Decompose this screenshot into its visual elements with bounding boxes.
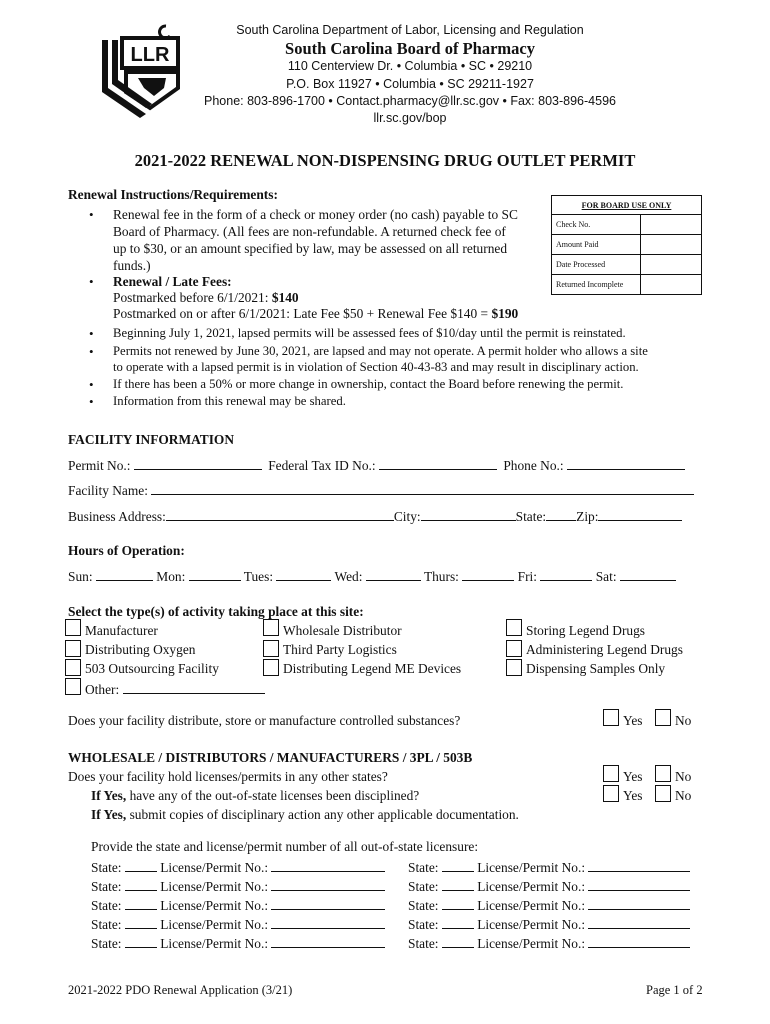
licensure-number-field[interactable] <box>271 896 385 910</box>
checkbox-manufacturer[interactable] <box>65 619 81 636</box>
hours-day-label: Tues: <box>243 569 274 584</box>
licensure-number-label: License/Permit No.: <box>477 860 586 875</box>
tax-id-label: Federal Tax ID No.: <box>268 458 376 473</box>
fee-line-3: up to $30, or an amount specified by law, may be assessed on all returned <box>113 241 508 256</box>
no-label: No <box>675 788 692 803</box>
hours-day-label: Wed: <box>334 569 363 584</box>
licensure-state-label: State: <box>91 898 122 913</box>
board-use-value <box>641 235 702 255</box>
facility-name-row <box>68 481 694 499</box>
licensure-state-field[interactable] <box>442 896 474 910</box>
board-use-label: Date Processed <box>552 255 641 275</box>
no-label: No <box>675 769 692 784</box>
checkbox-distributing-oxygen[interactable] <box>65 640 81 657</box>
header-dept: South Carolina Department of Labor, Licensing and Regulation <box>236 23 584 37</box>
facility-name-field[interactable] <box>151 481 694 495</box>
activity-label: Storing Legend Drugs <box>526 623 646 638</box>
licensure-row <box>91 915 385 933</box>
disciplined-text: have any of the out-of-state licenses been disciplined? <box>126 788 420 803</box>
checkbox-disciplined-no[interactable] <box>655 785 671 802</box>
other-states-question: Does your facility hold licenses/permits in any other states? <box>68 769 388 784</box>
hours-day-label: Sun: <box>68 569 93 584</box>
zip-label: Zip: <box>576 509 599 524</box>
yes-label: Yes <box>623 769 643 784</box>
activity-label: Distributing Legend ME Devices <box>283 661 462 676</box>
hours-day-label: Mon: <box>156 569 186 584</box>
licensure-state-label: State: <box>91 936 122 951</box>
yes-label: Yes <box>623 713 643 728</box>
checkbox-503-outsourcing[interactable] <box>65 659 81 676</box>
state-label: State: <box>515 509 547 524</box>
header-contact: Phone: 803-896-1700 • Contact.pharmacy@llr.sc.gov • Fax: 803-896-4596 <box>204 94 616 108</box>
submit-copies-note <box>91 807 519 823</box>
phone-field[interactable] <box>567 456 685 470</box>
footer-form-id: 2021-2022 PDO Renewal Application (3/21) <box>68 983 293 997</box>
licensure-state-field[interactable] <box>442 858 474 872</box>
hours-field[interactable] <box>462 567 514 581</box>
instruction-not-renewed-1: Permits not renewed by June 30, 2021, are lapsed and may not operate. A permit holder who allows a site <box>113 344 648 358</box>
hours-field[interactable] <box>276 567 331 581</box>
licensure-row <box>91 858 385 876</box>
checkbox-third-party-logistics[interactable] <box>263 640 279 657</box>
header-board: South Carolina Board of Pharmacy <box>285 39 535 58</box>
hours-field[interactable] <box>189 567 241 581</box>
hours-day-label: Sat: <box>595 569 617 584</box>
other-field[interactable] <box>123 680 265 694</box>
city-label: City: <box>393 509 421 524</box>
activity-label: Administering Legend Drugs <box>526 642 683 657</box>
licensure-row <box>408 896 690 914</box>
licensure-state-field[interactable] <box>125 915 157 929</box>
checkbox-disciplined-yes[interactable] <box>603 785 619 802</box>
late-fee-line-1-amount: $140 <box>271 290 299 305</box>
licensure-state-label: State: <box>408 860 439 875</box>
board-use-label: Check No. <box>552 215 641 235</box>
licensure-number-label: License/Permit No.: <box>160 860 269 875</box>
fee-line-4: funds.) <box>113 258 151 273</box>
instruction-lapsed-fees: Beginning July 1, 2021, lapsed permits will be assessed fees of $10/day until the permit is reinstated. <box>113 326 626 340</box>
activity-label: Dispensing Samples Only <box>526 661 666 676</box>
hours-day-label: Fri: <box>517 569 537 584</box>
licensure-row <box>91 877 385 895</box>
board-use-heading: FOR BOARD USE ONLY <box>552 196 702 215</box>
licensure-number-field[interactable] <box>271 877 385 891</box>
licensure-state-field[interactable] <box>442 934 474 948</box>
activity-label: Wholesale Distributor <box>283 623 402 638</box>
board-use-value <box>641 255 702 275</box>
late-fee-line-1-text: Postmarked before 6/1/2021: <box>113 290 272 305</box>
licensure-number-field[interactable] <box>271 934 385 948</box>
activity-label: Third Party Logistics <box>283 642 397 657</box>
board-use-table <box>551 195 702 295</box>
address-field[interactable] <box>166 507 394 521</box>
provide-licensure-text: Provide the state and license/permit number of all out-of-state licensure: <box>91 839 479 854</box>
licensure-row <box>91 934 385 952</box>
header-website[interactable]: llr.sc.gov/bop <box>373 111 447 125</box>
hours-field[interactable] <box>620 567 676 581</box>
checkbox-other[interactable] <box>65 678 81 695</box>
late-fee-line-2-text: Postmarked on or after 6/1/2021: Late Fee $50 + Renewal Fee $140 = <box>113 306 492 321</box>
licensure-row <box>408 934 690 952</box>
licensure-number-label: License/Permit No.: <box>160 879 269 894</box>
licensure-number-label: License/Permit No.: <box>477 917 586 932</box>
bullet: • <box>89 326 94 341</box>
page-title: 2021-2022 RENEWAL NON-DISPENSING DRUG OUTLET PERMIT <box>134 151 636 170</box>
checkbox-storing-legend-drugs[interactable] <box>506 619 522 636</box>
activity-label: Manufacturer <box>85 623 158 638</box>
hours-day-label: Thurs: <box>423 569 459 584</box>
licensure-number-field[interactable] <box>588 934 690 948</box>
licensure-state-field[interactable] <box>125 858 157 872</box>
facility-name-label: Facility Name: <box>68 483 148 498</box>
hours-heading: Hours of Operation: <box>68 543 185 558</box>
checkbox-controlled-yes[interactable] <box>603 709 619 726</box>
instruction-not-renewed-2: to operate with a lapsed permit is in violation of Section 40-43-83 and may result in disciplinary action. <box>113 360 639 374</box>
address-row <box>68 507 682 525</box>
board-use-value <box>641 275 702 295</box>
licensure-number-label: License/Permit No.: <box>160 917 269 932</box>
activity-heading: Select the type(s) of activity taking place at this site: <box>68 604 364 619</box>
state-field[interactable] <box>546 507 576 521</box>
address-label: Business Address: <box>68 509 166 524</box>
bullet: • <box>89 377 94 392</box>
licensure-number-field[interactable] <box>271 915 385 929</box>
checkbox-other-states-no[interactable] <box>655 765 671 782</box>
licensure-state-label: State: <box>408 936 439 951</box>
wholesale-heading: WHOLESALE / DISTRIBUTORS / MANUFACTURERS / 3PL / 503B <box>68 750 473 765</box>
licensure-state-field[interactable] <box>442 915 474 929</box>
footer-page-number: Page 1 of 2 <box>646 983 703 997</box>
late-fees-heading: Renewal / Late Fees: <box>113 274 232 289</box>
bullet: • <box>89 394 94 409</box>
instruction-shared: Information from this renewal may be shared. <box>113 394 346 408</box>
licensure-state-label: State: <box>91 879 122 894</box>
licensure-state-label: State: <box>408 898 439 913</box>
header-address2: P.O. Box 11927 • Columbia • SC 29211-1927 <box>286 77 534 91</box>
zip-field[interactable] <box>598 507 682 521</box>
licensure-row <box>408 915 690 933</box>
permit-row <box>68 456 685 474</box>
permit-field[interactable] <box>134 456 262 470</box>
checkbox-distributing-me-devices[interactable] <box>263 659 279 676</box>
if-yes-label: If Yes, <box>91 807 127 822</box>
activity-label: 503 Outsourcing Facility <box>85 661 219 676</box>
checkbox-wholesale-distributor[interactable] <box>263 619 279 636</box>
licensure-number-label: License/Permit No.: <box>160 898 269 913</box>
instructions-heading: Renewal Instructions/Requirements: <box>68 187 278 202</box>
checkbox-controlled-no[interactable] <box>655 709 671 726</box>
late-fee-line-1 <box>113 290 299 306</box>
licensure-state-label: State: <box>408 879 439 894</box>
late-fee-line-2 <box>113 306 518 322</box>
licensure-number-field[interactable] <box>588 915 690 929</box>
licensure-state-field[interactable] <box>125 896 157 910</box>
licensure-number-field[interactable] <box>588 896 690 910</box>
licensure-number-label: License/Permit No.: <box>477 936 586 951</box>
licensure-state-label: State: <box>408 917 439 932</box>
licensure-row <box>408 877 690 895</box>
board-use-label: Returned Incomplete <box>552 275 641 295</box>
licensure-number-field[interactable] <box>588 877 690 891</box>
bullet: • <box>89 274 94 289</box>
hours-field[interactable] <box>366 567 421 581</box>
hours-field[interactable] <box>540 567 592 581</box>
submit-copies-text: submit copies of disciplinary action any other applicable documentation. <box>126 807 519 822</box>
licensure-row <box>91 896 385 914</box>
licensure-state-field[interactable] <box>125 877 157 891</box>
disciplined-question <box>91 788 419 804</box>
instruction-ownership: If there has been a 50% or more change in ownership, contact the Board before renewing the permit. <box>113 377 624 391</box>
fee-line-2: Board of Pharmacy. (All fees are non-refundable. A returned check fee of <box>113 224 506 239</box>
board-use-label: Amount Paid <box>552 235 641 255</box>
fee-line-1: Renewal fee in the form of a check or money order (no cash) payable to SC <box>113 207 518 222</box>
late-fee-line-2-amount: $190 <box>491 306 519 321</box>
phone-label: Phone No.: <box>503 458 564 473</box>
bullet: • <box>89 344 94 359</box>
hours-field[interactable] <box>96 567 153 581</box>
licensure-number-label: License/Permit No.: <box>477 898 586 913</box>
checkbox-administering-legend-drugs[interactable] <box>506 640 522 657</box>
licensure-state-field[interactable] <box>125 934 157 948</box>
licensure-number-field[interactable] <box>588 858 690 872</box>
yes-label: Yes <box>623 788 643 803</box>
licensure-state-label: State: <box>91 860 122 875</box>
facility-heading: FACILITY INFORMATION <box>68 432 235 447</box>
permit-label: Permit No.: <box>68 458 131 473</box>
bullet: • <box>89 207 94 222</box>
licensure-number-label: License/Permit No.: <box>160 936 269 951</box>
controlled-question: Does your facility distribute, store or manufacture controlled substances? <box>68 713 461 728</box>
licensure-state-label: State: <box>91 917 122 932</box>
tax-id-field[interactable] <box>379 456 497 470</box>
activity-label: Other: <box>85 682 120 697</box>
logo-text: LLR <box>130 44 170 66</box>
licensure-state-field[interactable] <box>442 877 474 891</box>
licensure-row <box>408 858 690 876</box>
if-yes-label: If Yes, <box>91 788 127 803</box>
header-address1: 110 Centerview Dr. • Columbia • SC • 29210 <box>287 59 533 73</box>
checkbox-dispensing-samples[interactable] <box>506 659 522 676</box>
activity-other-row <box>85 680 265 698</box>
hours-row <box>68 567 676 585</box>
licensure-number-label: License/Permit No.: <box>477 879 586 894</box>
checkbox-other-states-yes[interactable] <box>603 765 619 782</box>
licensure-number-field[interactable] <box>271 858 385 872</box>
no-label: No <box>675 713 692 728</box>
board-use-value <box>641 215 702 235</box>
city-field[interactable] <box>421 507 516 521</box>
activity-label: Distributing Oxygen <box>85 642 196 657</box>
